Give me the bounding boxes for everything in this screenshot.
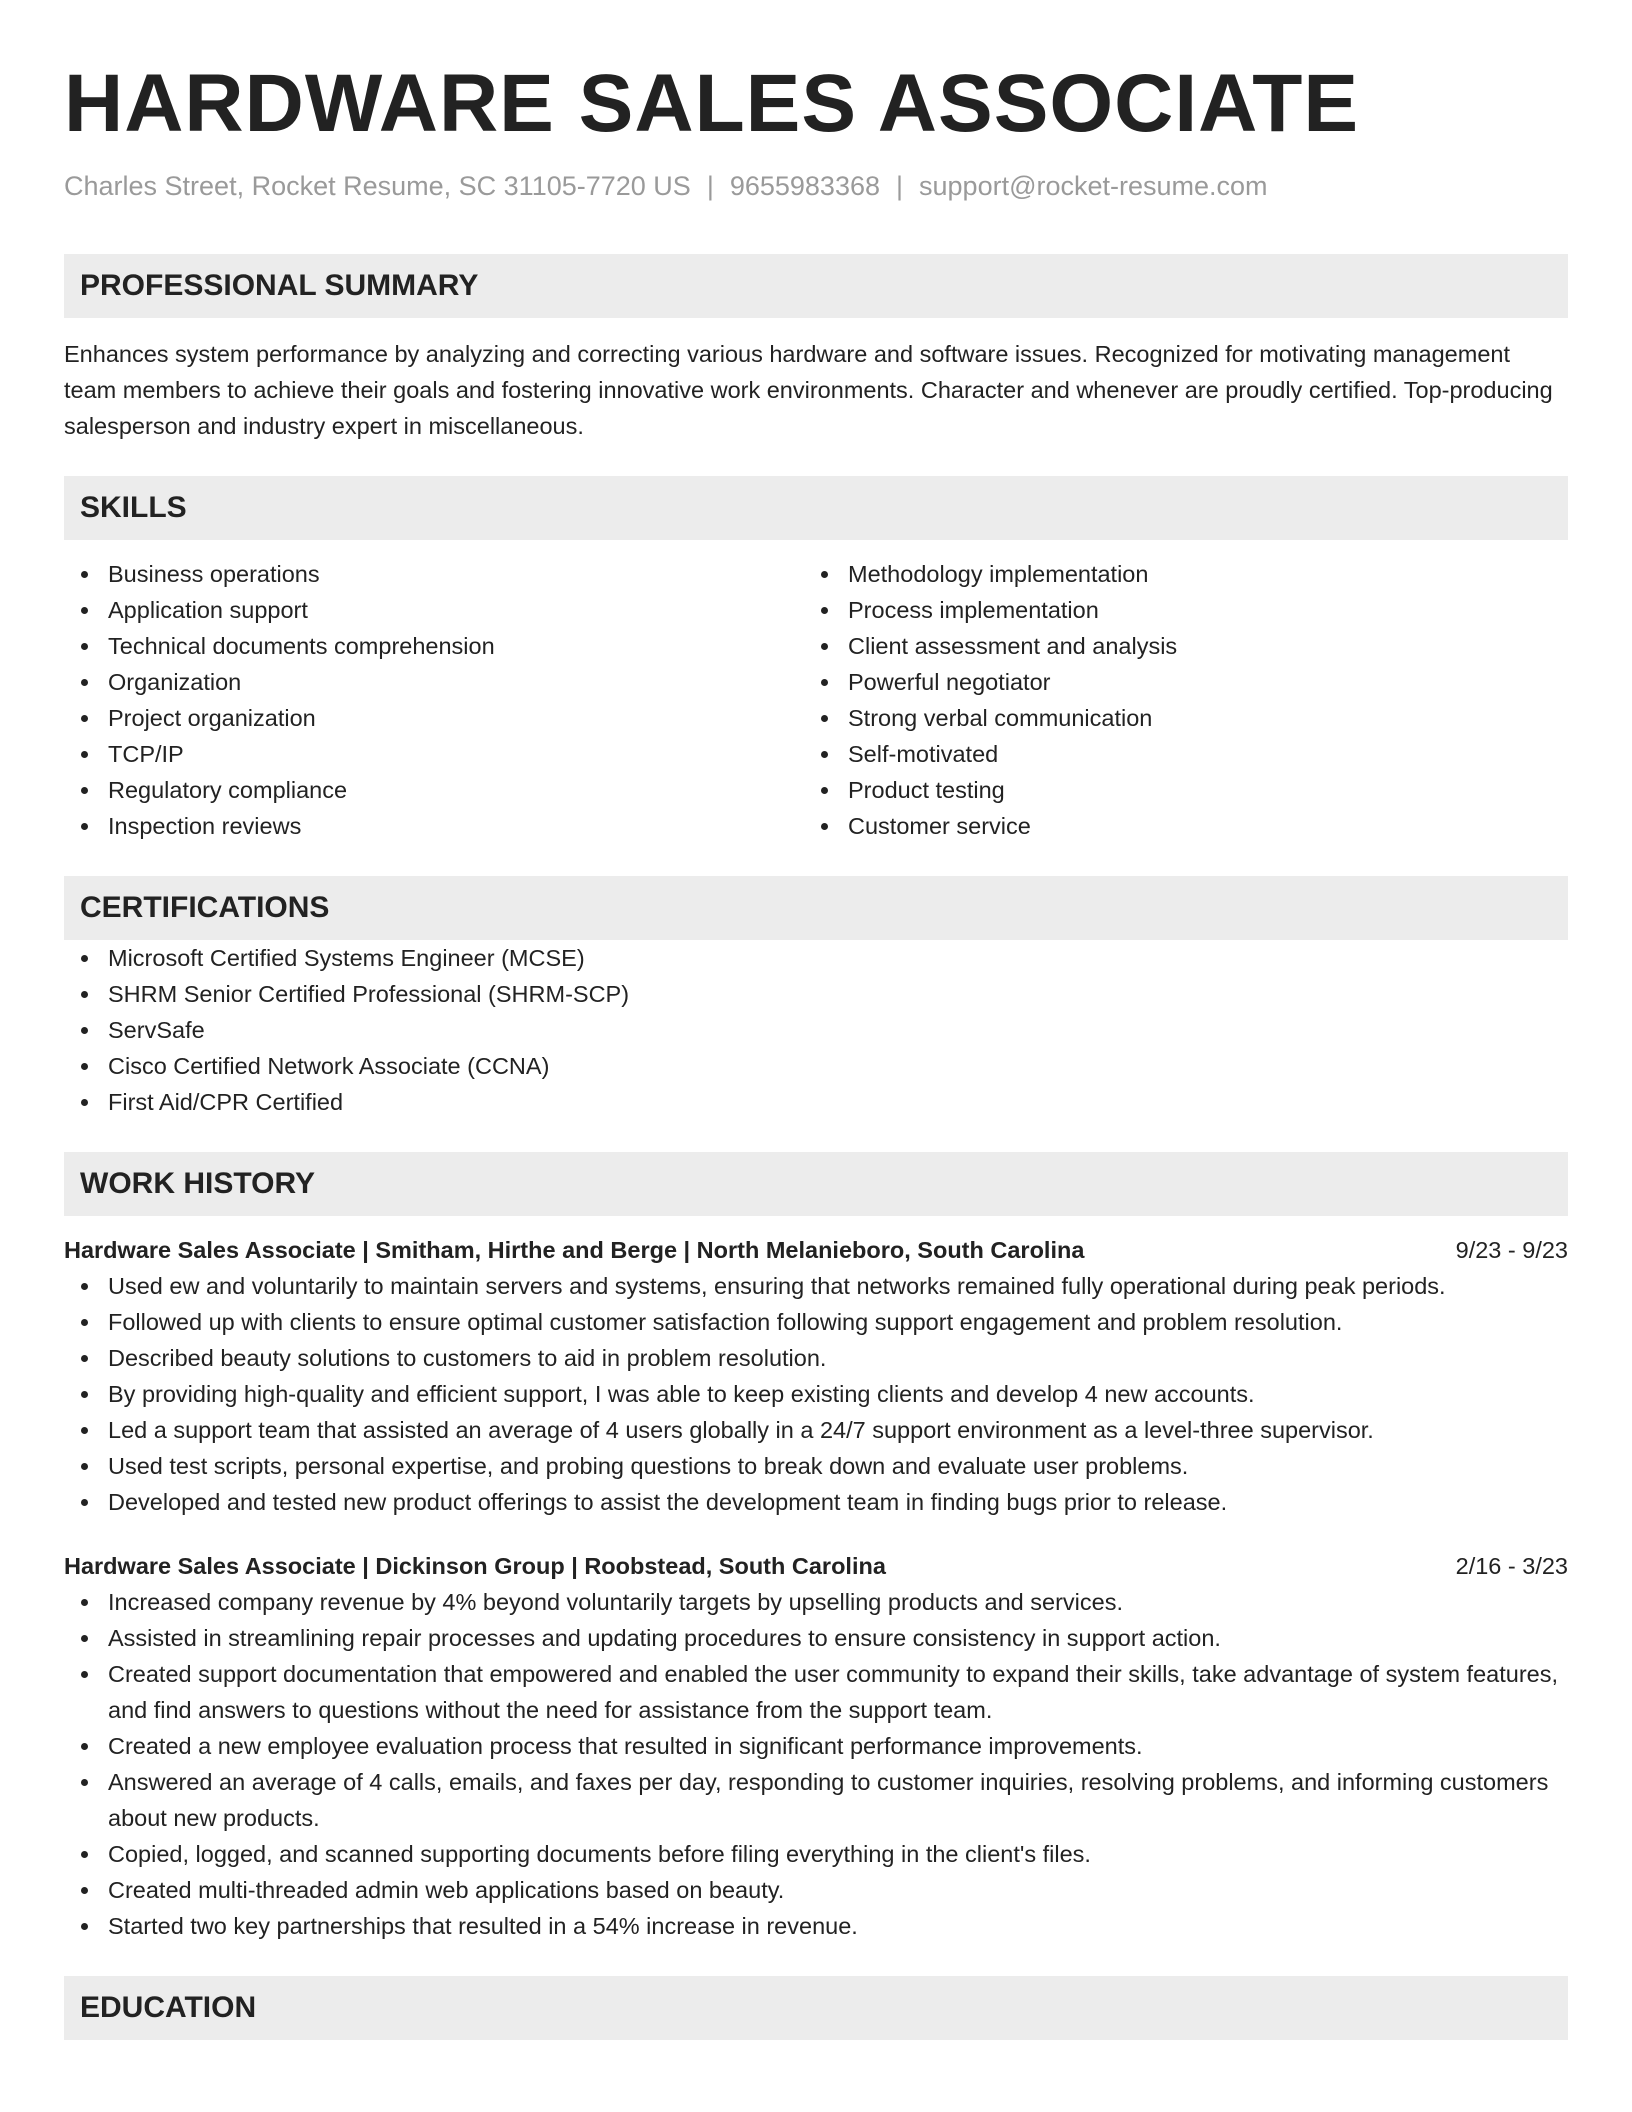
list-item: Technical documents comprehension bbox=[64, 628, 804, 664]
list-item: Project organization bbox=[64, 700, 804, 736]
job-header bbox=[64, 1232, 1568, 1268]
skills-list-right bbox=[804, 556, 1544, 844]
list-item: Increased company revenue by 4% beyond voluntarily targets by upselling products and services. bbox=[64, 1584, 1568, 1620]
contact-line bbox=[64, 168, 1568, 204]
resume-title: HARDWARE SALES ASSOCIATE bbox=[64, 58, 1360, 149]
list-item: Microsoft Certified Systems Engineer (MCSE) bbox=[64, 940, 1568, 976]
list-item: Cisco Certified Network Associate (CCNA) bbox=[64, 1048, 1568, 1084]
list-item: Application support bbox=[64, 592, 804, 628]
section-header-certifications: CERTIFICATIONS bbox=[64, 876, 1568, 940]
job-header bbox=[64, 1548, 1568, 1584]
list-item: Led a support team that assisted an average of 4 users globally in a 24/7 support environment as a level-three supervisor. bbox=[64, 1412, 1568, 1448]
list-item: Created support documentation that empowered and enabled the user community to expand their skills, take advantage of system features, and find answers to questions without the need for assistance from the support team. bbox=[64, 1656, 1568, 1728]
list-item: Created a new employee evaluation process that resulted in significant performance improvements. bbox=[64, 1728, 1568, 1764]
list-item: Used test scripts, personal expertise, and probing questions to break down and evaluate user problems. bbox=[64, 1448, 1568, 1484]
contact-separator: | bbox=[706, 171, 714, 201]
list-item: Methodology implementation bbox=[804, 556, 1544, 592]
list-item: Self-motivated bbox=[804, 736, 1544, 772]
list-item: TCP/IP bbox=[64, 736, 804, 772]
job-entry bbox=[64, 1232, 1568, 1520]
list-item: By providing high-quality and efficient support, I was able to keep existing clients and develop 4 new accounts. bbox=[64, 1376, 1568, 1412]
job-bullets bbox=[64, 1268, 1568, 1520]
list-item: Followed up with clients to ensure optimal customer satisfaction following support engagement and problem resolution. bbox=[64, 1304, 1568, 1340]
list-item: Inspection reviews bbox=[64, 808, 804, 844]
list-item: Regulatory compliance bbox=[64, 772, 804, 808]
list-item: Powerful negotiator bbox=[804, 664, 1544, 700]
contact-separator: | bbox=[896, 171, 904, 201]
list-item: SHRM Senior Certified Professional (SHRM-SCP) bbox=[64, 976, 1568, 1012]
job-bullets bbox=[64, 1584, 1568, 1944]
certifications-list bbox=[64, 940, 1568, 1120]
list-item: Assisted in streamlining repair processes and updating procedures to ensure consistency in support action. bbox=[64, 1620, 1568, 1656]
list-item: Copied, logged, and scanned supporting documents before filing everything in the client's files. bbox=[64, 1836, 1568, 1872]
list-item: ServSafe bbox=[64, 1012, 1568, 1048]
section-header-summary: PROFESSIONAL SUMMARY bbox=[64, 254, 1568, 318]
list-item: Organization bbox=[64, 664, 804, 700]
contact-phone: 9655983368 bbox=[729, 171, 880, 201]
contact-address: Charles Street, Rocket Resume, SC 31105-7720 US bbox=[64, 171, 691, 201]
job-title: Hardware Sales Associate | Dickinson Group | Roobstead, South Carolina bbox=[64, 1553, 886, 1579]
job-title: Hardware Sales Associate | Smitham, Hirthe and Berge | North Melanieboro, South Carolina bbox=[64, 1237, 1085, 1263]
list-item: Described beauty solutions to customers to aid in problem resolution. bbox=[64, 1340, 1568, 1376]
contact-email: support@rocket-resume.com bbox=[919, 171, 1268, 201]
list-item: Created multi-threaded admin web applications based on beauty. bbox=[64, 1872, 1568, 1908]
job-entry bbox=[64, 1548, 1568, 1944]
list-item: Developed and tested new product offerings to assist the development team in finding bugs prior to release. bbox=[64, 1484, 1568, 1520]
section-header-skills: SKILLS bbox=[64, 476, 1568, 540]
list-item: Product testing bbox=[804, 772, 1544, 808]
list-item: First Aid/CPR Certified bbox=[64, 1084, 1568, 1120]
section-header-work-history: WORK HISTORY bbox=[64, 1152, 1568, 1216]
list-item: Client assessment and analysis bbox=[804, 628, 1544, 664]
list-item: Strong verbal communication bbox=[804, 700, 1544, 736]
skills-grid bbox=[64, 556, 1568, 844]
list-item: Business operations bbox=[64, 556, 804, 592]
list-item: Answered an average of 4 calls, emails, and faxes per day, responding to customer inquiries, resolving problems, and informing customers about new products. bbox=[64, 1764, 1568, 1836]
list-item: Customer service bbox=[804, 808, 1544, 844]
list-item: Used ew and voluntarily to maintain servers and systems, ensuring that networks remained fully operational during peak periods. bbox=[64, 1268, 1568, 1304]
section-header-education: EDUCATION bbox=[64, 1976, 1568, 2040]
list-item: Process implementation bbox=[804, 592, 1544, 628]
list-item: Started two key partnerships that resulted in a 54% increase in revenue. bbox=[64, 1908, 1568, 1944]
job-dates: 9/23 - 9/23 bbox=[1455, 1237, 1568, 1263]
skills-list-left bbox=[64, 556, 804, 844]
summary-text: Enhances system performance by analyzing and correcting various hardware and software issues. Recognized for motivating management team members to achieve their goals and fostering innovative work environments. Character and whenever are proudly certified. Top-producing salesperson and industry expert in miscellaneous. bbox=[64, 341, 1553, 439]
job-dates: 2/16 - 3/23 bbox=[1455, 1553, 1568, 1579]
